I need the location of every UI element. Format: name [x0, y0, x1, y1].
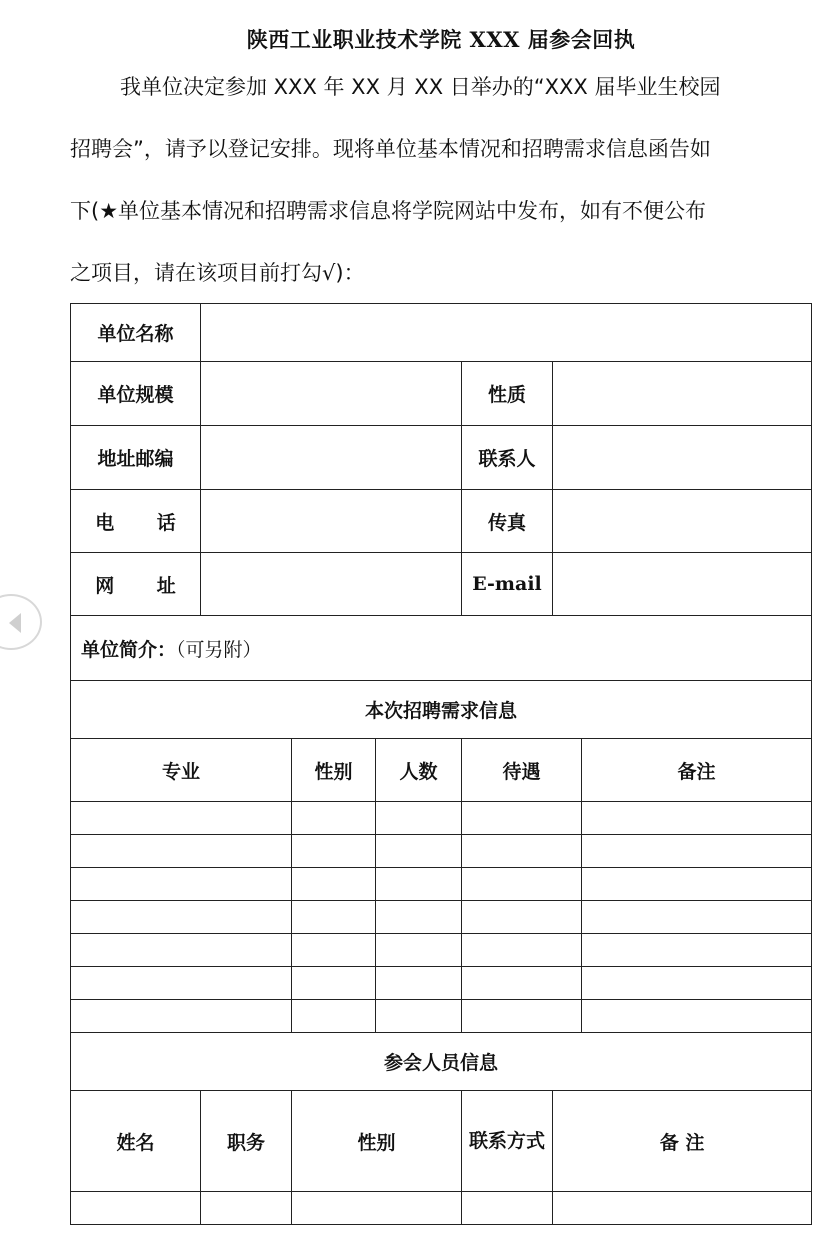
company-nature-label: 性质: [462, 362, 553, 426]
recruitment-header-salary: 待遇: [462, 739, 582, 802]
attendee-contact-cell[interactable]: [462, 1192, 553, 1225]
recruitment-row: [71, 868, 812, 901]
remarks-cell[interactable]: [582, 868, 812, 901]
phone-field[interactable]: [201, 490, 462, 553]
recruitment-section-title: 本次招聘需求信息: [71, 681, 812, 739]
remarks-cell[interactable]: [582, 901, 812, 934]
company-name-label: 单位名称: [71, 304, 201, 362]
attendee-header-name: 姓名: [71, 1091, 201, 1192]
gender-cell[interactable]: [292, 901, 376, 934]
address-postcode-field[interactable]: [201, 426, 462, 490]
remarks-cell[interactable]: [582, 802, 812, 835]
salary-cell[interactable]: [462, 934, 582, 967]
salary-cell[interactable]: [462, 835, 582, 868]
remarks-cell[interactable]: [582, 835, 812, 868]
registration-form-table: [70, 303, 812, 1225]
document-title: 陕西工业职业技术学院 XXX 届参会回执: [246, 27, 636, 52]
recruitment-row: [71, 934, 812, 967]
intro-line: 之项目，请在该项目前打勾√)：: [70, 261, 365, 285]
attendees-section-title: 参会人员信息: [71, 1033, 812, 1091]
recruitment-row: [71, 802, 812, 835]
company-scale-label: 单位规模: [71, 362, 201, 426]
gender-cell[interactable]: [292, 802, 376, 835]
remarks-cell[interactable]: [582, 934, 812, 967]
major-cell[interactable]: [71, 835, 292, 868]
website-label: 网 址: [95, 574, 194, 597]
attendee-remarks-cell[interactable]: [553, 1192, 812, 1225]
company-intro-label: 单位简介：: [81, 638, 177, 661]
attendee-header-remarks: 备 注: [553, 1091, 812, 1192]
salary-cell[interactable]: [462, 802, 582, 835]
recruitment-row: [71, 835, 812, 868]
attendee-name-cell[interactable]: [71, 1192, 201, 1225]
arrow-left-icon: [9, 613, 21, 633]
attendee-header-contact: 联系方式: [462, 1091, 553, 1192]
major-cell[interactable]: [71, 967, 292, 1000]
count-cell[interactable]: [376, 934, 462, 967]
intro-line: 下(★单位基本情况和招聘需求信息将学院网站中发布，如有不便公布: [70, 199, 707, 223]
address-postcode-label: 地址邮编: [71, 426, 201, 490]
recruitment-header-count: 人数: [376, 739, 462, 802]
count-cell[interactable]: [376, 802, 462, 835]
count-cell[interactable]: [376, 967, 462, 1000]
company-intro-cell[interactable]: [71, 616, 812, 681]
company-name-field[interactable]: [201, 304, 812, 362]
major-cell[interactable]: [71, 1000, 292, 1033]
count-cell[interactable]: [376, 835, 462, 868]
gender-cell[interactable]: [292, 1000, 376, 1033]
count-cell[interactable]: [376, 901, 462, 934]
salary-cell[interactable]: [462, 967, 582, 1000]
attendee-header-position: 职务: [201, 1091, 292, 1192]
salary-cell[interactable]: [462, 901, 582, 934]
company-intro-note: （可另附）: [176, 638, 262, 661]
previous-page-button[interactable]: [0, 594, 42, 650]
phone-label: 电 话: [95, 511, 194, 534]
email-label: E-mail: [462, 553, 553, 616]
attendee-gender-cell[interactable]: [292, 1192, 462, 1225]
intro-line: 招聘会”，请予以登记安排。现将单位基本情况和招聘需求信息函告如: [70, 137, 711, 161]
gender-cell[interactable]: [292, 868, 376, 901]
salary-cell[interactable]: [462, 868, 582, 901]
attendee-header-gender: 性别: [292, 1091, 462, 1192]
major-cell[interactable]: [71, 934, 292, 967]
gender-cell[interactable]: [292, 835, 376, 868]
attendee-position-cell[interactable]: [201, 1192, 292, 1225]
intro-line: 我单位决定参加 XXX 年 XX 月 XX 日举办的“XXX 届毕业生校园: [120, 75, 721, 99]
salary-cell[interactable]: [462, 1000, 582, 1033]
recruitment-row: [71, 967, 812, 1000]
fax-field[interactable]: [553, 490, 812, 553]
count-cell[interactable]: [376, 868, 462, 901]
website-field[interactable]: [201, 553, 462, 616]
contact-person-label: 联系人: [462, 426, 553, 490]
recruitment-header-gender: 性别: [292, 739, 376, 802]
attendee-row: [71, 1192, 812, 1225]
recruitment-header-remarks: 备注: [582, 739, 812, 802]
count-cell[interactable]: [376, 1000, 462, 1033]
intro-paragraph: [70, 56, 810, 304]
remarks-cell[interactable]: [582, 1000, 812, 1033]
major-cell[interactable]: [71, 868, 292, 901]
remarks-cell[interactable]: [582, 967, 812, 1000]
gender-cell[interactable]: [292, 967, 376, 1000]
recruitment-row: [71, 901, 812, 934]
contact-person-field[interactable]: [553, 426, 812, 490]
major-cell[interactable]: [71, 802, 292, 835]
company-nature-field[interactable]: [553, 362, 812, 426]
fax-label: 传真: [462, 490, 553, 553]
recruitment-row: [71, 1000, 812, 1033]
major-cell[interactable]: [71, 901, 292, 934]
gender-cell[interactable]: [292, 934, 376, 967]
company-scale-field[interactable]: [201, 362, 462, 426]
email-field[interactable]: [553, 553, 812, 616]
recruitment-header-major: 专业: [71, 739, 292, 802]
